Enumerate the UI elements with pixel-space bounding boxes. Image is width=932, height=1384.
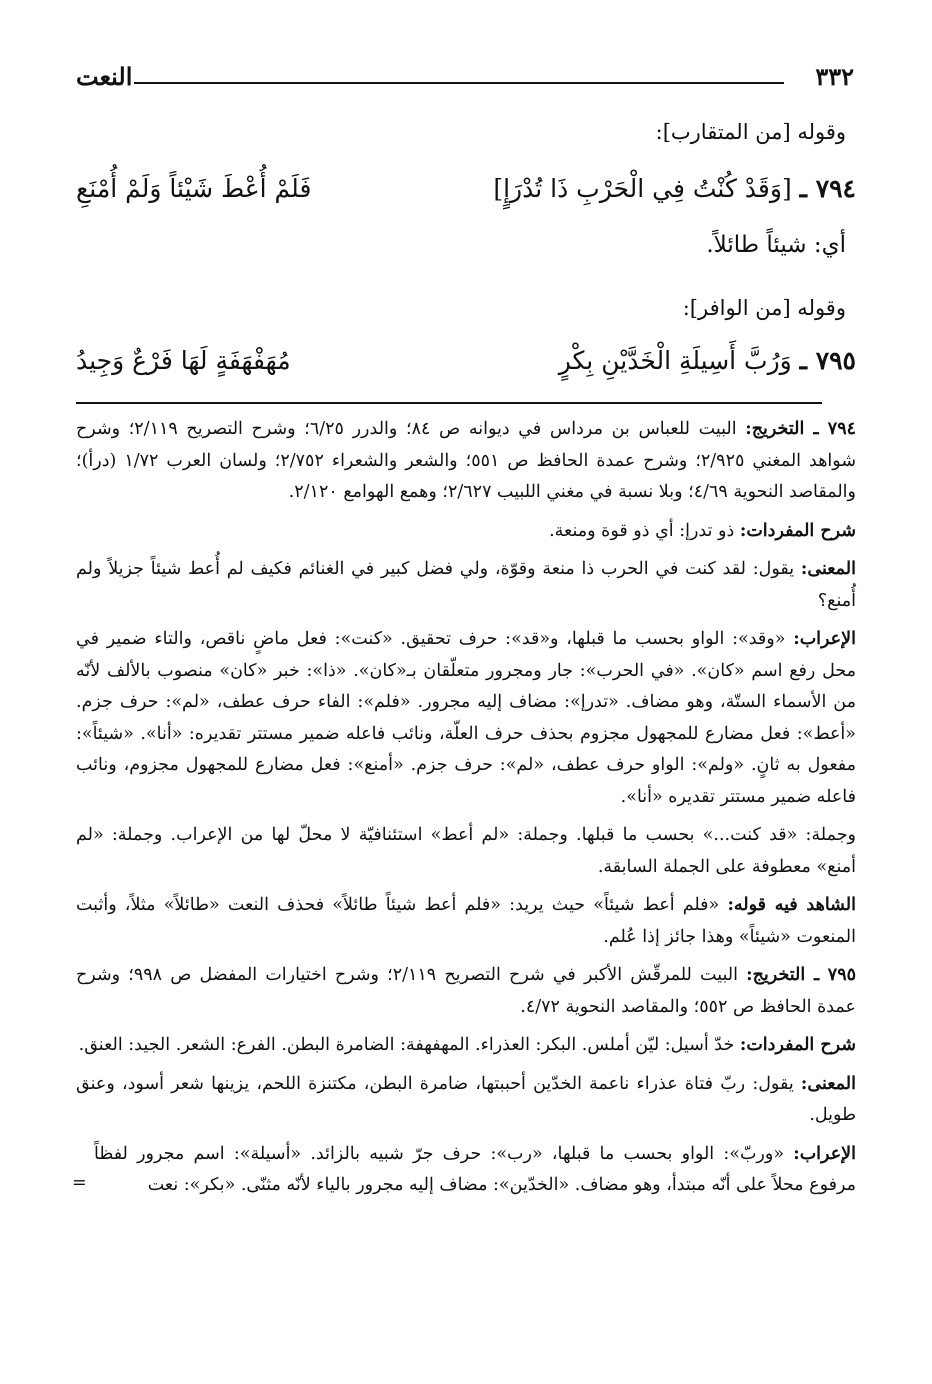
note-795-maana [76,1069,856,1132]
verse-794-second-hemistich: فَلَمْ أُعْطَ شَيْئاً وَلَمْ أُمْنَعِ [76,174,312,203]
verse-795-first-hemistich [559,346,856,375]
footnotes [72,414,856,1209]
note-795-mufradat-text: خدّ أسيل: ليّن أملس. البكر: العذراء. المهفهفة: الضامرة البطن. الفرع: الشعر. الجيد: العنق. [78,1035,735,1055]
note-794-shahid-text: «فلم أعط شيئاً» حيث يريد: «فلم أعط شيئاً طائلاً» فحذف النعت «طائلاً» مثلاً، وأثبت المنعوت «شيئاً» وهذا جائز إذا عُلم. [76,895,856,947]
footnote-divider [76,402,822,404]
chapter-title: النعت [76,62,133,91]
note-794-maana-label: المعنى: [800,559,856,579]
note-795-mufradat [76,1030,856,1062]
note-794-takhrij-text: البيت للعباس بن مرداس في ديوانه ص ٨٤؛ والدرر ٦/٢٥؛ وشرح التصريح ٢/١١٩؛ وشرح شواهد المغني ٢/٩٢٥؛ وشرح عمدة الحافظ ص ٥٥١؛ والشعر والشعراء ٢/٧٥٢؛ ولسان العرب ١/٧٢ (درأ)؛ والمقاصد النحوية ٤/٦٩؛ وبلا نسبة في مغني اللبيب ٢/٦٢٧؛ وهمع الهوامع ٢/١٢٠. [76,419,856,502]
note-794-maana [76,554,856,617]
verse-795-first-half: وَرُبَّ أَسِيلَةِ الْخَدَّيْنِ بِكْرٍ [558,346,792,375]
note-794-mufradat [76,516,856,548]
note-794-shahid-label: الشاهد فيه قوله: [727,895,856,915]
verse-795-number: ٧٩٥ ـ [799,346,856,375]
verse-794-first-half: [وَقَدْ كُنْتُ فِي الْحَرْبِ ذَا تُدْرَإٍ] [493,174,792,203]
continuation-mark: = [72,1173,87,1193]
note-794-irab [76,624,856,813]
note-795-irab-label: الإعراب: [793,1143,856,1164]
note-794-takhrij [76,414,856,509]
note-795-maana-label: المعنى: [800,1073,856,1094]
note-795-mufradat-label: شرح المفردات: [739,1035,856,1055]
note-795-takhrij-text: البيت للمرقّش الأكبر في شرح التصريح ٢/١١٩؛ وشرح اختيارات المفضل ص ٩٩٨؛ وشرح عمدة الحافظ ص ٥٥٢؛ والمقاصد النحوية ٤/٧٢. [76,965,856,1017]
note-795-irab [72,1139,856,1202]
verse-794 [76,174,856,216]
header-rule [134,82,784,84]
note-794-takhrij-label: ٧٩٤ ـ التخريج: [745,419,856,439]
note-794-maana-text: يقول: لقد كنت في الحرب ذا منعة وقوّة، ولي فضل كبير في الغنائم فكيف لم أُعط شيئاً جزيلاً ولم أُمنع؟ [76,559,856,611]
note-794-jumla: وجملة: «قد كنت...» بحسب ما قبلها. وجملة: «لم أعط» استئنافيّة لا محلّ لها من الإعراب. وجملة: «لم أمنع» معطوفة على الجملة السابقة. [76,825,856,877]
note-794-irab-label: الإعراب: [793,629,856,649]
note-795-takhrij [76,960,856,1023]
verse-794-first-hemistich [493,174,856,203]
page-number: ٣٣٢ [815,62,854,91]
note-795-irab-text: «وربّ»: الواو بحسب ما قبلها، «رب»: حرف جرّ شبيه بالزائد. «أسيلة»: اسم مجرور لفظاً مرفوع محلاً على أنّه مبتدأ، وهو مضاف. «الخدّين»: مضاف إليه مجرور بالياء لأنّه مثنّى. «بكر»: نعت [94,1143,856,1195]
verse-794-gloss: أي: شيئاً طائلاً. [706,232,846,258]
verse-795 [76,346,856,388]
note-795-maana-text: يقول: ربّ فتاة عذراء ناعمة الخدّين أحببتها، ضامرة البطن، مكتنزة اللحم، يزينها شعر أسود، وعنق طويل. [76,1073,856,1125]
note-794-mufradat-text: ذو تدرإ: أي ذو قوة ومنعة. [549,520,735,541]
verse-795-second-hemistich: مُهَفْهَفَةٍ لَهَا فَرْعٌ وَجِيدُ [76,346,291,375]
note-795-takhrij-label: ٧٩٥ ـ التخريج: [746,965,856,985]
page-header [76,62,854,98]
verse-794-intro: وقوله [من المتقارب]: [655,120,846,144]
note-794-shahid [76,890,856,953]
note-794-irab-text: «وقد»: الواو بحسب ما قبلها، و«قد»: حرف تحقيق. «كنت»: فعل ماضٍ ناقص، والتاء ضمير في محل رفع اسم «كان». «في الحرب»: جار ومجرور متعلّقان بـ«كان». «ذا»: خبر «كان» منصوب بالألف لأنّه من الأسماء الستّة، وهو مضاف. «تدرإ»: مضاف إليه مجرور. «فلم»: الفاء حرف عطف، «لم»: حرف جزم. «أعط»: فعل مضارع للمجهول مجزوم بحذف حرف العلّة، ونائب فاعله ضمير مستتر تقديره: «أنا». «شيئاً»: مفعول به ثانٍ. «ولم»: الواو حرف عطف، «لم»: حرف جزم. «أمنع»: فعل مضارع للمجهول مجزوم، ونائب فاعله ضمير مستتر تقديره «أنا». [76,629,856,807]
verse-794-number: ٧٩٤ ـ [799,174,856,203]
note-794-mufradat-label: شرح المفردات: [739,520,856,541]
verse-795-intro: وقوله [من الوافر]: [682,296,846,320]
